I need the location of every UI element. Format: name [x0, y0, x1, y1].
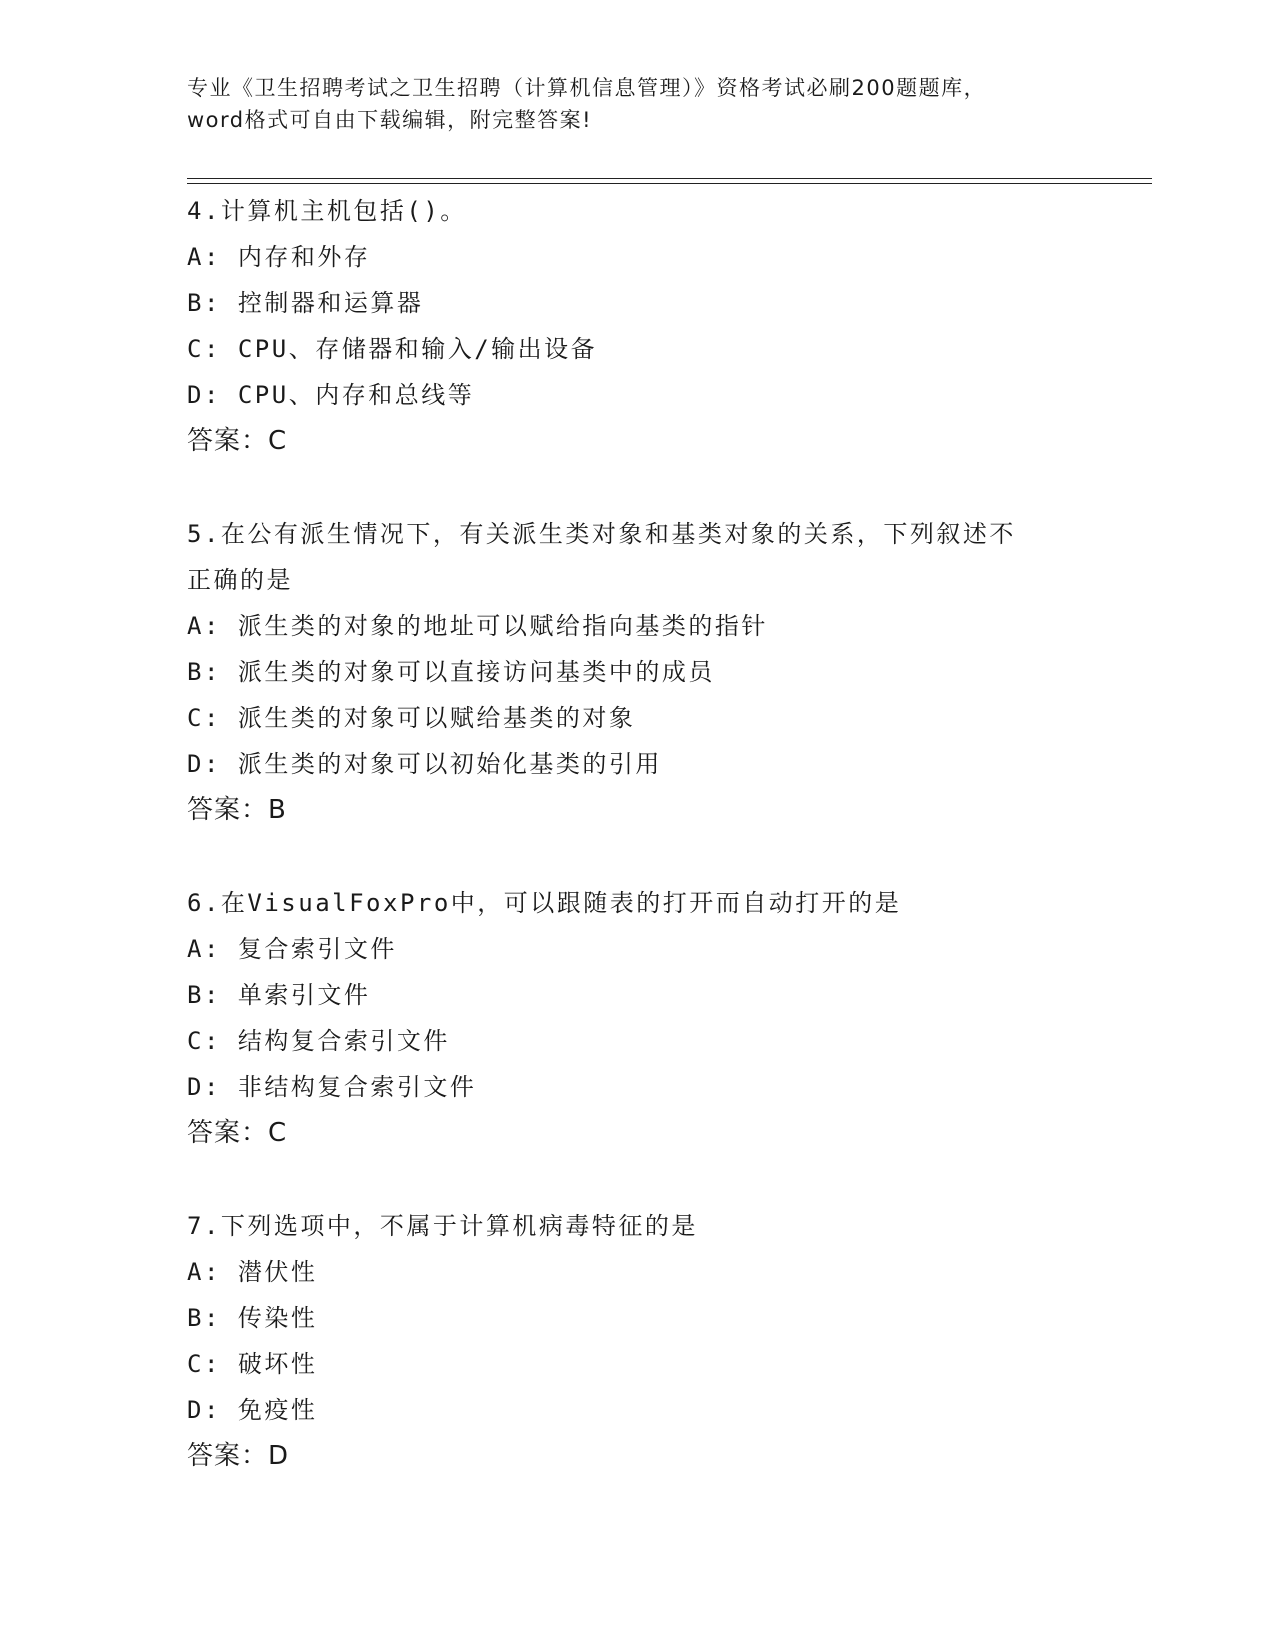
option-d: D: 派生类的对象可以初始化基类的引用	[187, 750, 662, 778]
question-title: 4.计算机主机包括()。	[187, 197, 467, 225]
header-divider-top	[187, 178, 1152, 179]
option-c: C: 派生类的对象可以赋给基类的对象	[187, 704, 636, 732]
question-5	[187, 511, 1087, 833]
option-c: C: CPU、存储器和输入/输出设备	[187, 335, 598, 363]
header-divider-bottom	[187, 183, 1152, 184]
answer-line: 答案：C	[187, 426, 288, 456]
question-list	[187, 188, 1087, 1526]
option-d: D: 免疫性	[187, 1396, 318, 1424]
option-a: A: 潜伏性	[187, 1258, 318, 1286]
question-title: 7.下列选项中，不属于计算机病毒特征的是	[187, 1212, 698, 1240]
question-title: 6.在VisualFoxPro中，可以跟随表的打开而自动打开的是	[187, 889, 902, 917]
option-b: B: 单索引文件	[187, 981, 371, 1009]
document-header	[187, 72, 1087, 136]
answer-line: 答案：D	[187, 1441, 290, 1471]
option-d: D: CPU、内存和总线等	[187, 381, 475, 409]
option-d: D: 非结构复合索引文件	[187, 1073, 477, 1101]
option-a: A: 内存和外存	[187, 243, 371, 271]
answer-line: 答案：C	[187, 1118, 288, 1148]
option-b: B: 传染性	[187, 1304, 318, 1332]
header-line-1: 专业《卫生招聘考试之卫生招聘（计算机信息管理）》资格考试必刷200题题库，	[187, 76, 987, 100]
question-6	[187, 880, 1087, 1156]
answer-line: 答案：B	[187, 795, 287, 825]
option-a: A: 复合索引文件	[187, 935, 397, 963]
option-a: A: 派生类的对象的地址可以赋给指向基类的指针	[187, 612, 768, 640]
option-b: B: 控制器和运算器	[187, 289, 424, 317]
option-c: C: 结构复合索引文件	[187, 1027, 450, 1055]
question-7	[187, 1203, 1087, 1479]
header-line-2: word格式可自由下载编辑，附完整答案!	[187, 108, 593, 132]
question-title: 5.在公有派生情况下，有关派生类对象和基类对象的关系，下列叙述不正确的是	[187, 520, 1016, 594]
question-4	[187, 188, 1087, 464]
option-b: B: 派生类的对象可以直接访问基类中的成员	[187, 658, 715, 686]
option-c: C: 破坏性	[187, 1350, 318, 1378]
